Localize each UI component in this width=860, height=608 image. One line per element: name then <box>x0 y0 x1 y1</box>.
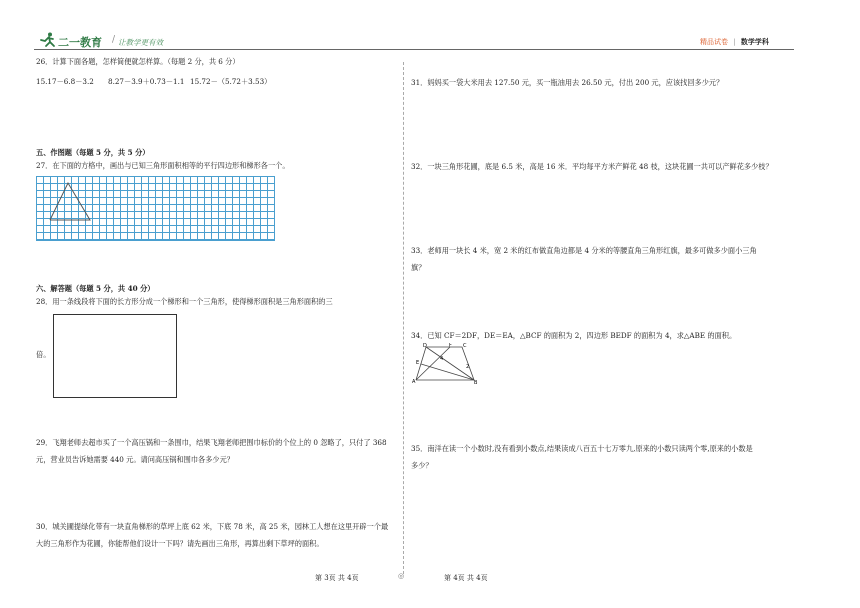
q34-label-f: F <box>449 343 452 349</box>
q26-expression-3: 15.72－（5.72＋3.53） <box>190 77 272 86</box>
q34-label-d: D <box>423 343 427 349</box>
q34-area-2: 2 <box>466 364 470 370</box>
header-badge: 精品试卷 <box>700 38 728 46</box>
q34-figure <box>410 343 490 385</box>
given-triangle <box>40 178 110 228</box>
footer-left-page: 第 3页 共 4页 <box>315 574 359 582</box>
question-29-line-2: 元，营业员告诉她需要 440 元。请问高压锅和围巾各多少元？ <box>36 455 234 464</box>
question-34: 34．已知 CF＝2DF，DE＝EA，△BCF 的面积为 2，四边形 BEDF 的面积为 4，求△ABE 的面积。 <box>411 331 737 340</box>
question-28-line-2: 倍。 <box>36 350 51 359</box>
question-28-line-1: 28．用一条线段将下面的长方形分成一个梯形和一个三角形，使得梯形面积是三角形面积的三 <box>36 297 333 306</box>
q34-label-b: B <box>474 380 478 385</box>
question-33-line-2: 旗？ <box>411 263 426 272</box>
slogan: 让教学更有效 <box>118 38 163 47</box>
header-rule <box>34 49 794 50</box>
q28-rectangle <box>53 314 177 398</box>
q26-expression-2: 8.27－3.9＋0.73－1.1 <box>108 77 185 86</box>
q34-label-a: A <box>412 379 416 385</box>
header-subject: 数学学科 <box>740 38 769 46</box>
q34-label-e: E <box>416 360 420 366</box>
q26-expression-1: 15.17－6.8－3.2 <box>36 77 94 86</box>
q34-area-4: 4 <box>440 356 444 362</box>
question-30-line-1: 30．城关圃提绿化带有一块直角梯形的草坪上底 62 米，下底 78 米，高 25 米，园林工人想在这里开辟一个最 <box>36 522 389 531</box>
slogan-separator: / <box>112 35 116 45</box>
section-6-heading: 六、解答题（每题 5 分，共 40 分） <box>36 284 155 293</box>
header-separator: | <box>733 38 736 46</box>
footer-right-page: 第 4页 共 4页 <box>444 574 488 582</box>
header-right <box>700 37 769 47</box>
footer-center-mark: ◎ <box>398 572 405 580</box>
question-31: 31．妈妈买一袋大米用去 127.50 元，买一瓶油用去 26.50 元，付出 200 元，应该找回多少元？ <box>411 78 724 87</box>
section-5-heading: 五、作图题（每题 5 分，共 5 分） <box>36 148 150 157</box>
question-35-line-2: 多少？ <box>411 461 433 470</box>
question-27: 27．在下面的方格中，画出与已知三角形面积相等的平行四边形和梯形各一个。 <box>36 161 290 170</box>
question-32: 32．一块三角形花圃，底是 6.5 米，高是 16 米．平均每平方米产鲜花 48 枝，这块花圃一共可以产鲜花多少枝？ <box>411 162 773 171</box>
question-35-line-1: 35．南洋在读一个小数时,没有看到小数点,结果读成八百五十七万零九,原来的小数只读两个零,原来的小数是 <box>411 444 753 453</box>
q34-label-c: C <box>463 343 467 349</box>
question-30-line-2: 大的三角形作为花圃，你能帮他们设计一下吗？请先画出三角形，再算出剩下草坪的面积。 <box>36 539 324 548</box>
runner-logo-icon <box>38 32 58 48</box>
question-29-line-1: 29．飞翔老师去超市买了一个高压锅和一条围巾，结果飞翔老师把围巾标价的个位上的 0 忽略了，只付了 368 <box>36 438 387 447</box>
logo-text: 二一教育 <box>58 36 102 49</box>
question-33-line-1: 33．老师用一块长 4 米，宽 2 米的红布做直角边都是 4 分米的等腰直角三角形红旗，最多可做多少面小三角 <box>411 246 757 255</box>
column-divider <box>403 62 404 574</box>
question-26: 26．计算下面各题，怎样简便就怎样算。（每题 2 分，共 6 分） <box>36 57 240 66</box>
